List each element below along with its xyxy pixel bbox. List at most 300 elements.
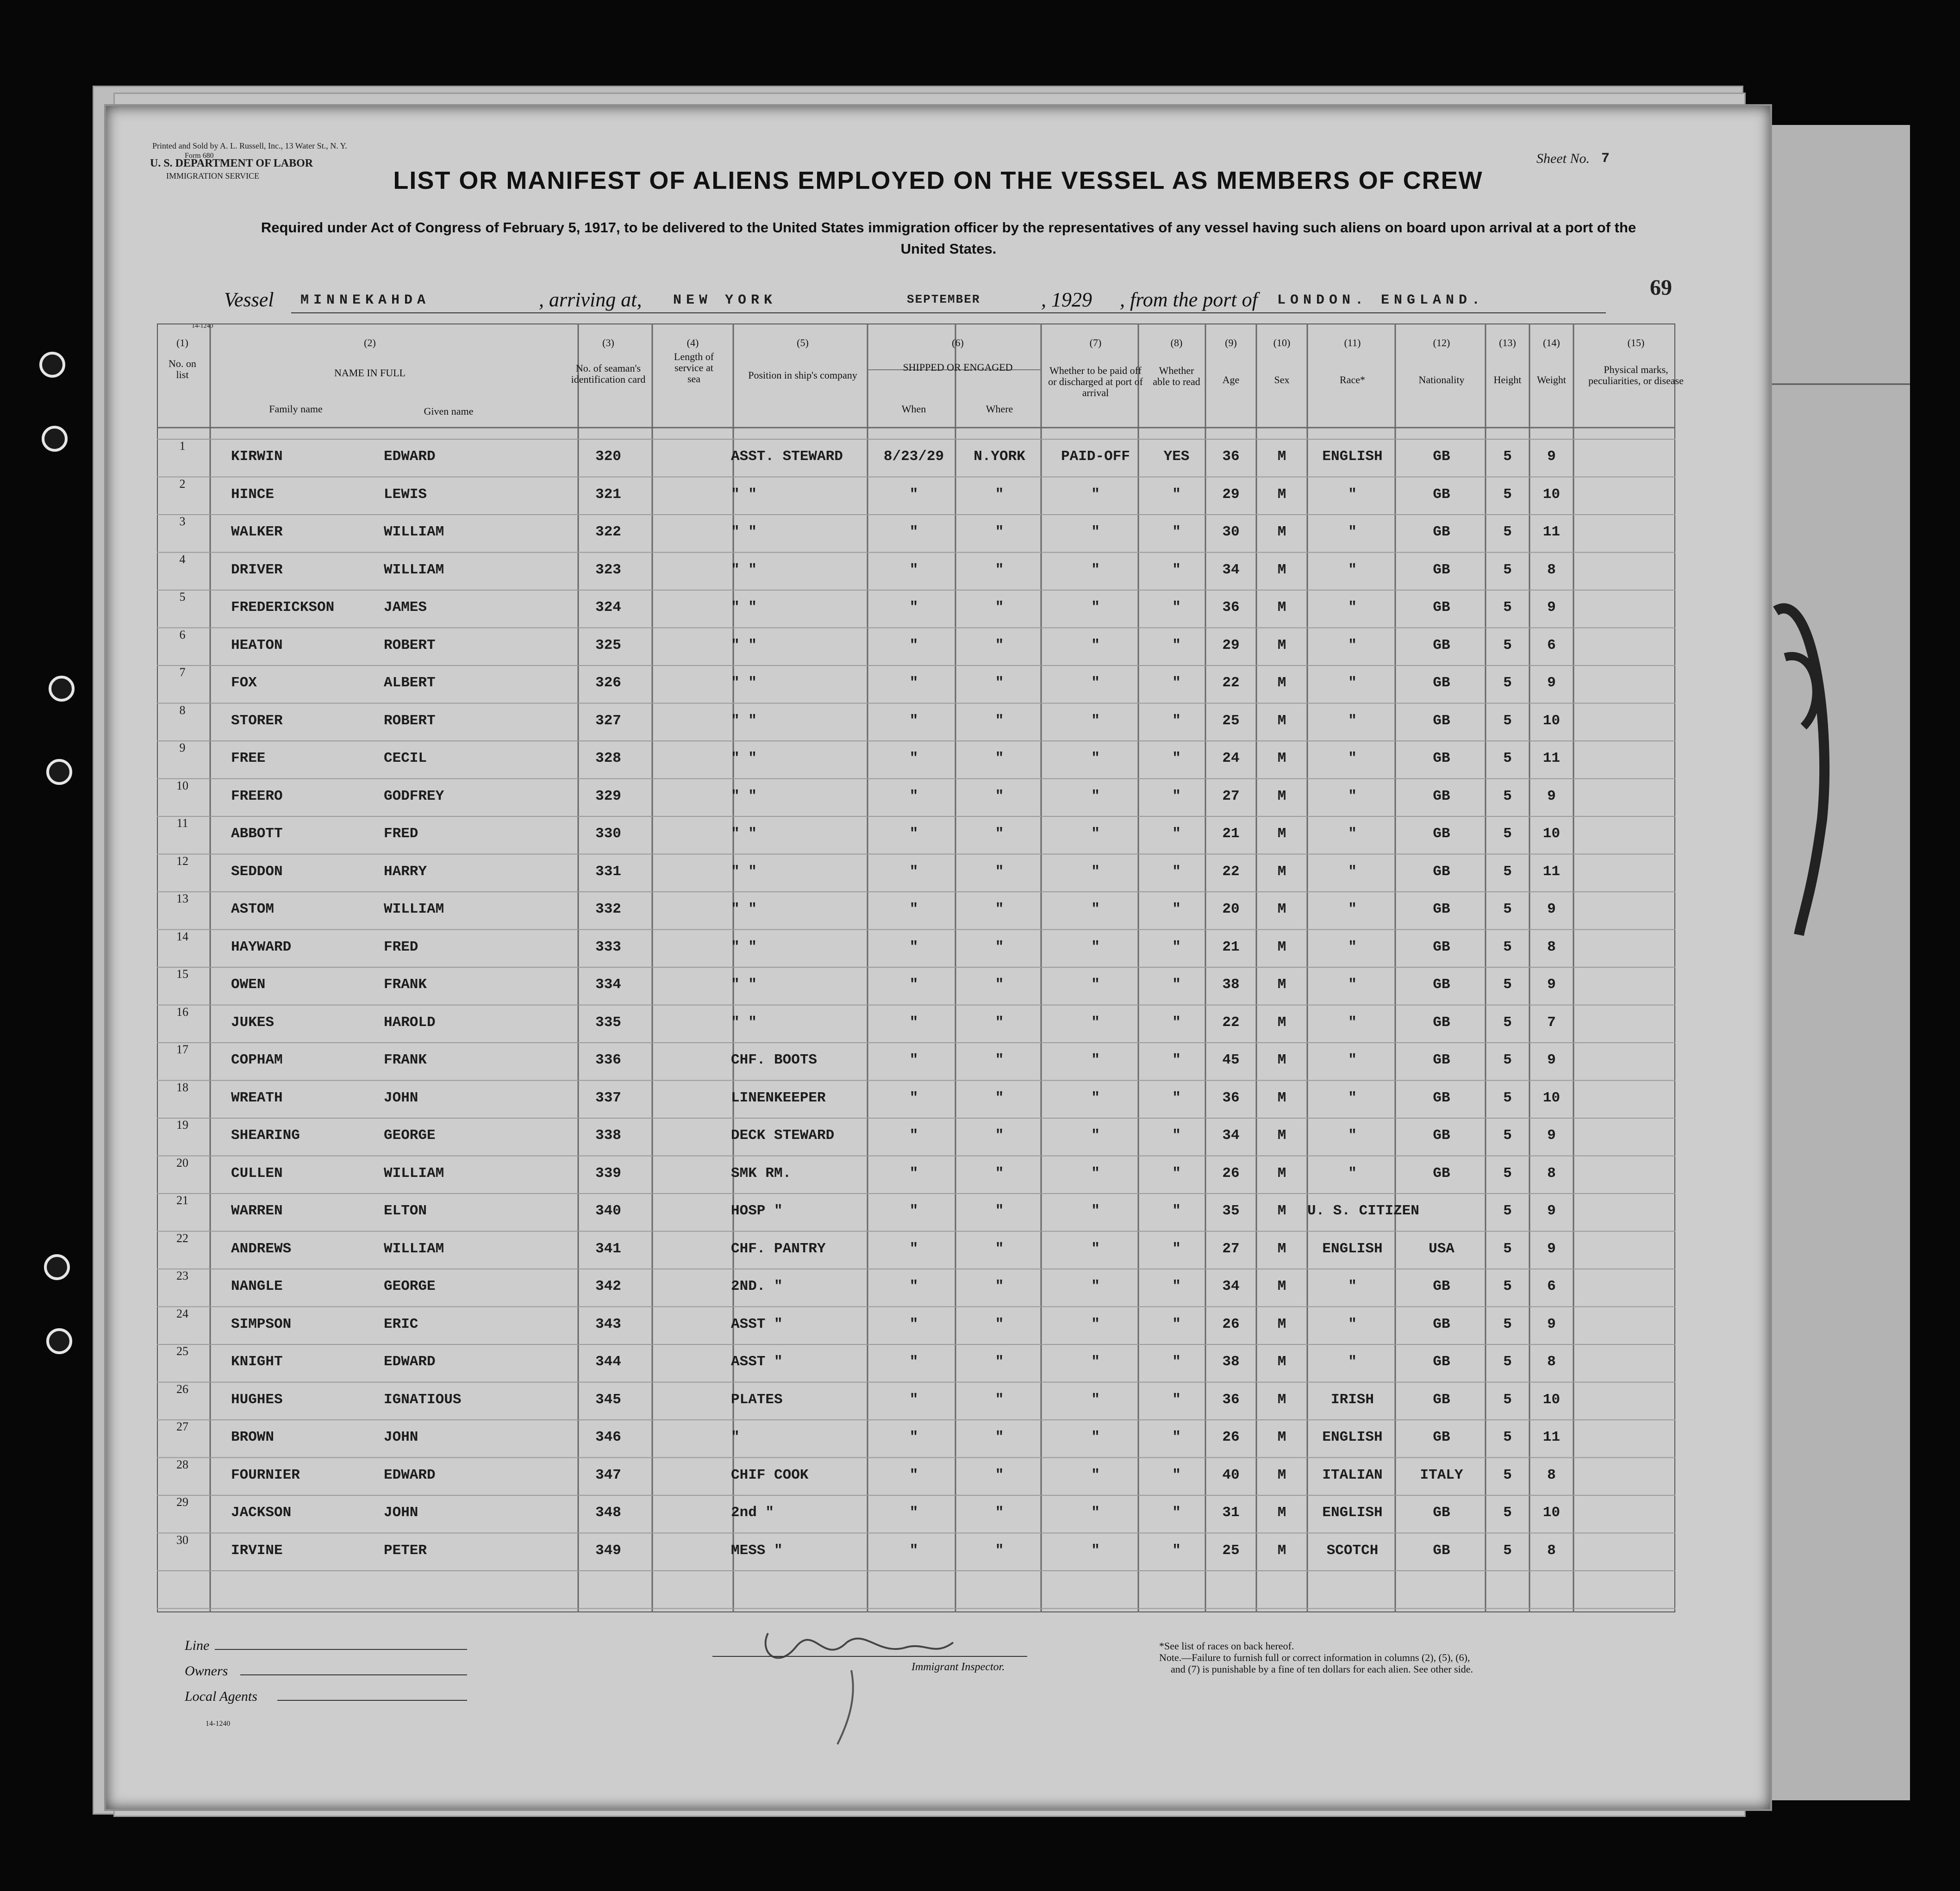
height: 5 [1503, 1089, 1512, 1106]
able-to-read: " [1172, 1429, 1181, 1445]
paid-off: " [1091, 1391, 1100, 1408]
vessel-underline [106, 284, 1770, 317]
position: " " [731, 486, 757, 503]
shipped-where: " [995, 1505, 1004, 1521]
able-to-read: " [1172, 901, 1181, 917]
race: " [1348, 637, 1357, 653]
row-number: 2 [179, 477, 186, 491]
shipped-when: " [909, 1014, 918, 1031]
nationality: GB [1433, 1354, 1450, 1370]
nationality: GB [1433, 788, 1450, 804]
shipped-where: " [995, 1089, 1004, 1106]
col-service-label: Length of service at sea [674, 351, 714, 385]
able-to-read: " [1172, 1089, 1181, 1106]
shipped-when: " [909, 750, 918, 766]
height: 5 [1503, 788, 1512, 804]
sex: M [1277, 712, 1286, 729]
card-number: 323 [595, 561, 621, 578]
card-number: 349 [595, 1542, 621, 1559]
card-number: 329 [595, 788, 621, 804]
race: ENGLISH [1322, 1240, 1383, 1257]
sex: M [1277, 1505, 1286, 1521]
height: 5 [1503, 1505, 1512, 1521]
col-age-label: Age [1222, 374, 1240, 386]
family-name: WALKER [231, 524, 283, 540]
age: 34 [1222, 1127, 1240, 1144]
race: ITALIAN [1322, 1467, 1383, 1483]
height: 5 [1503, 1203, 1512, 1219]
vessel-line [106, 284, 1770, 317]
given-name: HAROLD [384, 1014, 436, 1031]
position: " " [731, 977, 757, 993]
able-to-read: " [1172, 863, 1181, 880]
row-number: 9 [179, 741, 186, 754]
family-name: OWEN [231, 977, 266, 993]
able-to-read: " [1172, 1354, 1181, 1370]
position: " [731, 1429, 740, 1445]
nationality: GB [1433, 448, 1450, 465]
age: 25 [1222, 712, 1240, 729]
shipped-where: " [995, 1467, 1004, 1483]
age: 27 [1222, 1240, 1240, 1257]
race: IRISH [1330, 1391, 1374, 1408]
col-given-label: Given name [424, 405, 474, 417]
height: 5 [1503, 977, 1512, 993]
family-name: JACKSON [231, 1505, 292, 1521]
height: 5 [1503, 1014, 1512, 1031]
given-name: FRANK [384, 1052, 427, 1068]
age: 34 [1222, 561, 1240, 578]
shipped-when: " [909, 939, 918, 955]
paid-off: " [1091, 901, 1100, 917]
position: " " [731, 561, 757, 578]
shipped-when: " [909, 1165, 918, 1182]
paid-off: " [1091, 675, 1100, 691]
height: 5 [1503, 1542, 1512, 1559]
shipped-when: " [909, 486, 918, 503]
weight: 6 [1547, 637, 1556, 653]
sex: M [1277, 486, 1286, 503]
position: MESS " [731, 1542, 783, 1559]
height: 5 [1503, 486, 1512, 503]
shipped-where: " [995, 1391, 1004, 1408]
paid-off: " [1091, 1505, 1100, 1521]
weight: 9 [1547, 1203, 1556, 1219]
race: " [1348, 1165, 1357, 1182]
height: 5 [1503, 1391, 1512, 1408]
family-name: WARREN [231, 1203, 283, 1219]
card-number: 339 [595, 1165, 621, 1182]
shipped-when: " [909, 1429, 918, 1445]
row-number: 25 [176, 1344, 188, 1358]
col-no-num: (1) [176, 337, 188, 348]
able-to-read: " [1172, 1278, 1181, 1294]
card-number: 341 [595, 1240, 621, 1257]
shipped-when: " [909, 863, 918, 880]
able-to-read: " [1172, 1467, 1181, 1483]
sex: M [1277, 1089, 1286, 1106]
col-read-label: Whether able to read [1153, 365, 1200, 387]
family-name: BROWN [231, 1429, 275, 1445]
nationality: GB [1433, 863, 1450, 880]
row-number: 1 [179, 439, 186, 453]
from-port: LONDON. ENGLAND. [1277, 292, 1485, 308]
age: 26 [1222, 1165, 1240, 1182]
race: " [1348, 977, 1357, 993]
sex: M [1277, 1127, 1286, 1144]
shipped-where: " [995, 1542, 1004, 1559]
race: ENGLISH [1322, 1505, 1383, 1521]
sex: M [1277, 1316, 1286, 1332]
sex: M [1277, 1278, 1286, 1294]
given-name: ALBERT [384, 675, 436, 691]
position: 2nd " [731, 1505, 774, 1521]
nationality: GB [1433, 1089, 1450, 1106]
card-number: 330 [595, 826, 621, 842]
card-number: 347 [595, 1467, 621, 1483]
manifest-page [104, 104, 1772, 1811]
row-number: 13 [176, 892, 188, 905]
weight: 8 [1547, 561, 1556, 578]
paid-off: " [1091, 826, 1100, 842]
position: " " [731, 788, 757, 804]
col-nationality-num: (12) [1433, 337, 1450, 348]
height: 5 [1503, 1127, 1512, 1144]
shipped-when: " [909, 901, 918, 917]
col-height-label: Height [1493, 374, 1522, 386]
height: 5 [1503, 901, 1512, 917]
weight: 10 [1542, 1505, 1561, 1521]
sex: M [1277, 1391, 1286, 1408]
sex: M [1277, 524, 1286, 540]
age: 40 [1222, 1467, 1240, 1483]
family-name: HAYWARD [231, 939, 292, 955]
vessel-label: Vessel [224, 288, 274, 311]
height: 5 [1503, 1278, 1512, 1294]
card-number: 336 [595, 1052, 621, 1068]
shipped-when: " [909, 1391, 918, 1408]
race: " [1348, 561, 1357, 578]
nationality: GB [1433, 1165, 1450, 1182]
able-to-read: " [1172, 1014, 1181, 1031]
race: " [1348, 1354, 1357, 1370]
given-name: JOHN [384, 1089, 418, 1106]
form-code-bottom: 14-1240 [206, 1720, 231, 1728]
penalty-note-2: and (7) is punishable by a fine of ten dollars for each alien. See other side. [1171, 1663, 1473, 1675]
nationality: GB [1433, 1052, 1450, 1068]
family-name: JUKES [231, 1014, 275, 1031]
position: SMK RM. [731, 1165, 792, 1182]
adjacent-page-marks [1757, 125, 1910, 1800]
sex: M [1277, 901, 1286, 917]
sex: M [1277, 826, 1286, 842]
position: ASST " [731, 1316, 783, 1332]
shipped-where: " [995, 1240, 1004, 1257]
arriving-label: , arriving at, [539, 288, 642, 311]
given-name: FRED [384, 826, 418, 842]
weight: 6 [1547, 1278, 1556, 1294]
height: 5 [1503, 1240, 1512, 1257]
height: 5 [1503, 750, 1512, 766]
shipped-when: " [909, 1505, 918, 1521]
paid-off: " [1091, 1089, 1100, 1106]
able-to-read: YES [1163, 448, 1190, 465]
sex: M [1277, 1429, 1286, 1445]
family-name: SHEARING [231, 1127, 300, 1144]
family-name: FREDERICKSON [231, 599, 335, 616]
row-number: 5 [179, 590, 186, 603]
given-name: JOHN [384, 1429, 418, 1445]
card-number: 326 [595, 675, 621, 691]
age: 29 [1222, 486, 1240, 503]
position: CHF. PANTRY [731, 1240, 826, 1257]
height: 5 [1503, 448, 1512, 465]
paid-off: " [1091, 863, 1100, 880]
inspector-signature [712, 1615, 1036, 1754]
owners-label: Owners [185, 1663, 228, 1679]
nationality: GB [1433, 1429, 1450, 1445]
col-name-num: (2) [364, 337, 376, 348]
age: 36 [1222, 448, 1240, 465]
height: 5 [1503, 1316, 1512, 1332]
card-number: 328 [595, 750, 621, 766]
vessel-name: MINNEKAHDA [300, 292, 431, 308]
sex: M [1277, 448, 1286, 465]
given-name: GEORGE [384, 1127, 436, 1144]
local-agents-label: Local Agents [185, 1689, 257, 1704]
shipped-where: " [995, 637, 1004, 653]
shipped-where: " [995, 561, 1004, 578]
family-name: SEDDON [231, 863, 283, 880]
weight: 9 [1547, 901, 1556, 917]
paid-off: " [1091, 1354, 1100, 1370]
shipped-where: " [995, 1014, 1004, 1031]
nationality: ITALY [1420, 1467, 1463, 1483]
weight: 9 [1547, 675, 1556, 691]
sheet-number: 7 [1601, 151, 1615, 167]
paid-off: " [1091, 561, 1100, 578]
col-position-num: (5) [797, 337, 809, 348]
paid-off: " [1091, 1542, 1100, 1559]
department-label: U. S. DEPARTMENT OF LABOR [150, 157, 313, 169]
row-number: 30 [176, 1533, 188, 1547]
age: 36 [1222, 1391, 1240, 1408]
family-name: COPHAM [231, 1052, 283, 1068]
shipped-where: " [995, 826, 1004, 842]
from-port-label: , from the port of [1120, 288, 1258, 311]
row-number: 21 [176, 1194, 188, 1207]
card-number: 320 [595, 448, 621, 465]
col-height-num: (13) [1499, 337, 1516, 348]
nationality: GB [1433, 750, 1450, 766]
col-race-label: Race* [1340, 374, 1365, 386]
race: " [1348, 599, 1357, 616]
race: U. S. CITIZEN [1307, 1203, 1419, 1219]
shipped-when: " [909, 1467, 918, 1483]
col-paid-num: (7) [1089, 337, 1102, 348]
paid-off: " [1091, 1240, 1100, 1257]
paid-off: " [1091, 524, 1100, 540]
weight: 9 [1547, 599, 1556, 616]
shipped-where: " [995, 788, 1004, 804]
race: " [1348, 1052, 1357, 1068]
able-to-read: " [1172, 1165, 1181, 1182]
weight: 9 [1547, 788, 1556, 804]
height: 5 [1503, 939, 1512, 955]
shipped-when: " [909, 524, 918, 540]
paid-off: " [1091, 1278, 1100, 1294]
col-name-label: NAME IN FULL [334, 367, 406, 379]
position: " " [731, 863, 757, 880]
given-name: FRANK [384, 977, 427, 993]
shipped-where: " [995, 599, 1004, 616]
form-code: 14-1240 [192, 323, 213, 330]
row-number: 4 [179, 552, 186, 566]
card-number: 333 [595, 939, 621, 955]
row-number: 8 [179, 703, 186, 717]
weight: 9 [1547, 1127, 1556, 1144]
family-name: KIRWIN [231, 448, 283, 465]
given-name: EDWARD [384, 1467, 436, 1483]
height: 5 [1503, 637, 1512, 653]
paid-off: " [1091, 1052, 1100, 1068]
able-to-read: " [1172, 1316, 1181, 1332]
shipped-when: 8/23/29 [883, 448, 944, 465]
able-to-read: " [1172, 561, 1181, 578]
weight: 10 [1542, 1391, 1561, 1408]
shipped-when: " [909, 1089, 918, 1106]
given-name: LEWIS [384, 486, 427, 503]
weight: 8 [1547, 1354, 1556, 1370]
card-number: 325 [595, 637, 621, 653]
row-number: 14 [176, 929, 188, 943]
height: 5 [1503, 712, 1512, 729]
row-number: 26 [176, 1382, 188, 1396]
able-to-read: " [1172, 637, 1181, 653]
card-number: 337 [595, 1089, 621, 1106]
binder-hole [44, 1254, 70, 1280]
shipped-where: " [995, 1316, 1004, 1332]
weight: 10 [1542, 712, 1561, 729]
col-shipped-label: SHIPPED OR ENGAGED [903, 361, 1013, 373]
able-to-read: " [1172, 788, 1181, 804]
age: 21 [1222, 939, 1240, 955]
race: " [1348, 901, 1357, 917]
inspector-label: Immigrant Inspector. [911, 1661, 1005, 1673]
weight: 11 [1542, 863, 1561, 880]
card-number: 324 [595, 599, 621, 616]
sex: M [1277, 1203, 1286, 1219]
age: 31 [1222, 1505, 1240, 1521]
able-to-read: " [1172, 524, 1181, 540]
nationality: GB [1433, 1542, 1450, 1559]
position: " " [731, 712, 757, 729]
able-to-read: " [1172, 750, 1181, 766]
given-name: WILLIAM [384, 524, 444, 540]
card-number: 343 [595, 1316, 621, 1332]
position: ASST. STEWARD [731, 448, 843, 465]
shipped-where: " [995, 1354, 1004, 1370]
sex: M [1277, 1052, 1286, 1068]
binder-hole [46, 1328, 72, 1354]
family-name: STORER [231, 712, 283, 729]
row-number: 18 [176, 1080, 188, 1094]
shipped-where: " [995, 524, 1004, 540]
col-sex-label: Sex [1274, 374, 1290, 386]
age: 26 [1222, 1316, 1240, 1332]
col-weight-num: (14) [1543, 337, 1560, 348]
row-number: 3 [179, 515, 186, 528]
family-name: ASTOM [231, 901, 275, 917]
col-nationality-label: Nationality [1418, 374, 1465, 386]
able-to-read: " [1172, 939, 1181, 955]
able-to-read: " [1172, 1542, 1181, 1559]
shipped-when: " [909, 599, 918, 616]
height: 5 [1503, 826, 1512, 842]
binder-hole [42, 426, 68, 452]
given-name: ROBERT [384, 712, 436, 729]
paid-off: " [1091, 977, 1100, 993]
binder-hole [49, 676, 75, 702]
col-read-num: (8) [1170, 337, 1183, 348]
position: PLATES [731, 1391, 783, 1408]
sex: M [1277, 1542, 1286, 1559]
position: " " [731, 637, 757, 653]
family-name: DRIVER [231, 561, 283, 578]
nationality: GB [1433, 1505, 1450, 1521]
shipped-where: " [995, 1127, 1004, 1144]
row-number: 17 [176, 1043, 188, 1056]
paid-off: " [1091, 1014, 1100, 1031]
given-name: IGNATIOUS [384, 1391, 462, 1408]
age: 34 [1222, 1278, 1240, 1294]
age: 45 [1222, 1052, 1240, 1068]
shipped-when: " [909, 1316, 918, 1332]
age: 36 [1222, 1089, 1240, 1106]
given-name: WILLIAM [384, 901, 444, 917]
given-name: PETER [384, 1542, 427, 1559]
sex: M [1277, 637, 1286, 653]
family-name: HINCE [231, 486, 275, 503]
paid-off: " [1091, 637, 1100, 653]
card-number: 331 [595, 863, 621, 880]
weight: 9 [1547, 1316, 1556, 1332]
arrival-month: SEPTEMBER [907, 292, 980, 306]
position: HOSP " [731, 1203, 783, 1219]
age: 30 [1222, 524, 1240, 540]
col-service-num: (4) [687, 337, 699, 348]
sex: M [1277, 1467, 1286, 1483]
table-grid [157, 323, 1675, 1612]
footer-lines [106, 1633, 523, 1726]
col-position-label: Position in ship's company [748, 369, 857, 381]
able-to-read: " [1172, 486, 1181, 503]
race: ENGLISH [1322, 448, 1383, 465]
family-name: HEATON [231, 637, 283, 653]
card-number: 327 [595, 712, 621, 729]
nationality: GB [1433, 1278, 1450, 1294]
able-to-read: " [1172, 599, 1181, 616]
given-name: CECIL [384, 750, 427, 766]
nationality: GB [1433, 939, 1450, 955]
page-number: 69 [1650, 275, 1672, 300]
shipped-where: " [995, 750, 1004, 766]
row-number: 10 [176, 778, 188, 792]
weight: 8 [1547, 1467, 1556, 1483]
nationality: GB [1433, 1316, 1450, 1332]
weight: 10 [1542, 486, 1561, 503]
col-marks-label: Physical marks, peculiarities, or disease [1588, 364, 1684, 386]
